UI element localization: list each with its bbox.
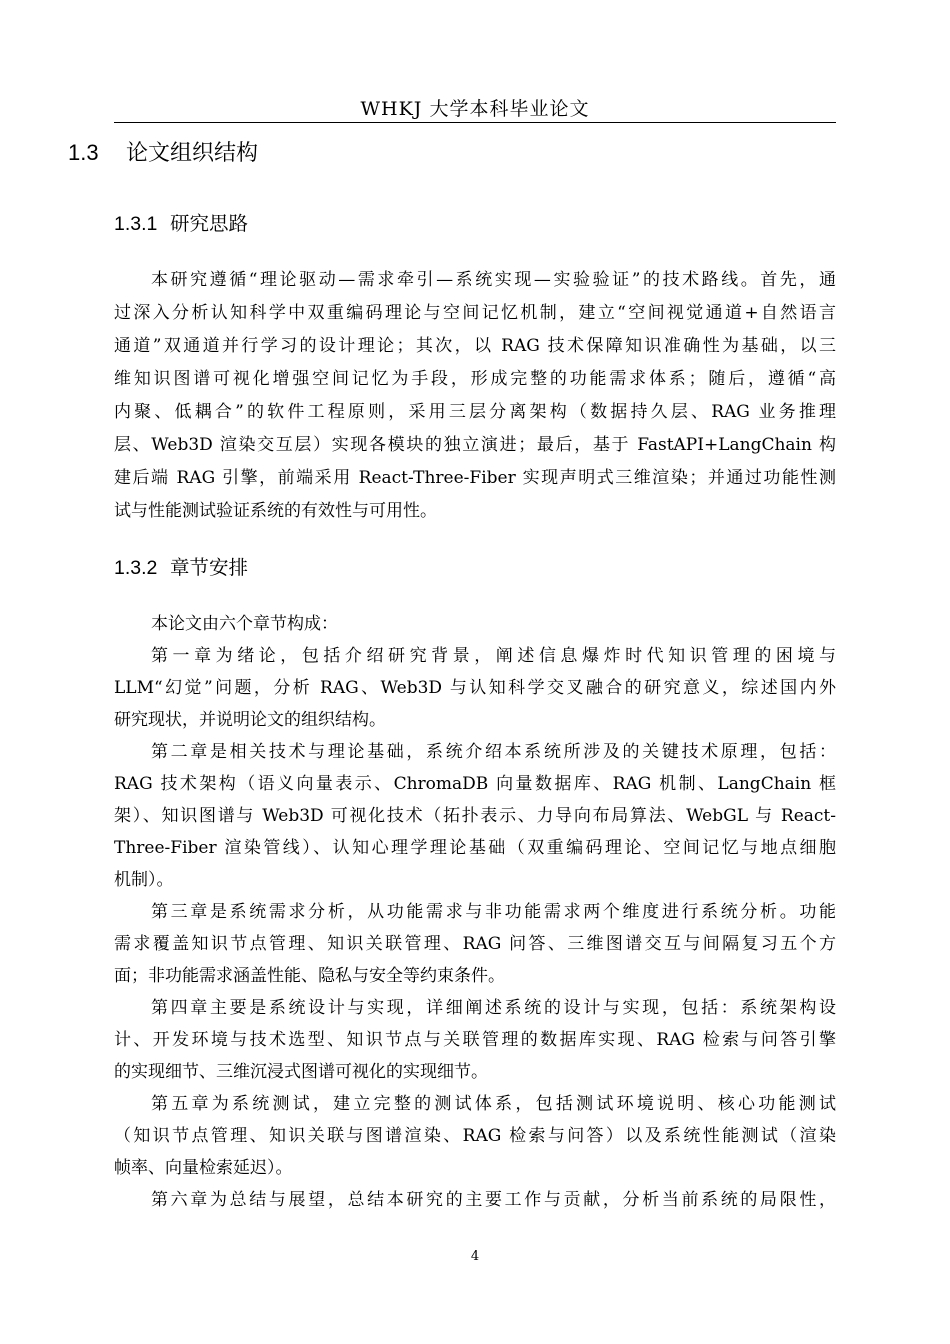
section-number: 1.3 — [68, 140, 99, 165]
paragraph-line: 架）、知识图谱与 Web3D 可视化技术（拓扑表示、力导向布局算法、WebGL 与 React- — [114, 806, 836, 826]
paragraph-line: （知识节点管理、知识关联与图谱渲染、RAG 检索与问答）以及系统性能测试（渲染 — [114, 1126, 836, 1146]
paragraph-line: 第三章是系统需求分析，从功能需求与非功能需求两个维度进行系统分析。功能 — [151, 902, 836, 922]
paragraph-line: 第六章为总结与展望，总结本研究的主要工作与贡献，分析当前系统的局限性， — [151, 1190, 836, 1210]
paragraph-line: 维知识图谱可视化增强空间记忆为手段，形成完整的功能需求体系；随后，遵循“高 — [114, 369, 836, 389]
paragraph-line: RAG 技术架构（语义向量表示、ChromaDB 向量数据库、RAG 机制、LangChain 框 — [114, 774, 836, 794]
paragraph-line: 过深入分析认知科学中双重编码理论与空间记忆机制，建立“空间视觉通道+自然语言 — [114, 303, 836, 323]
subsection-number: 1.3.2 — [114, 557, 158, 579]
paragraph-line: 建后端 RAG 引擎，前端采用 React-Three-Fiber 实现声明式三维渲染；并通过功能性测 — [114, 468, 836, 488]
paragraph-line: 第一章为绪论，包括介绍研究背景，阐述信息爆炸时代知识管理的困境与 — [151, 646, 836, 666]
paragraph-line: 的实现细节、三维沉浸式图谱可视化的实现细节。 — [114, 1062, 488, 1082]
section-heading — [68, 136, 258, 167]
paragraph-line: 机制）。 — [114, 870, 174, 890]
page-header: WHKJ 大学本科毕业论文 — [360, 98, 590, 120]
subsection-heading-2 — [114, 552, 248, 580]
paragraph-line: 内聚、低耦合”的软件工程原则，采用三层分离架构（数据持久层、RAG 业务推理 — [114, 402, 836, 422]
paragraph-line: 层、Web3D 渲染交互层）实现各模块的独立演进；最后，基于 FastAPI+LangChain 构 — [114, 435, 836, 455]
subsection-title: 章节安排 — [170, 556, 249, 579]
paragraph-line: Three-Fiber 渲染管线）、认知心理学理论基础（双重编码理论、空间记忆与地点细胞 — [114, 838, 836, 858]
paragraph-line: 第四章主要是系统设计与实现，详细阐述系统的设计与实现，包括：系统架构设 — [151, 998, 836, 1018]
paragraph-line: 通道”双通道并行学习的设计理论；其次，以 RAG 技术保障知识准确性为基础，以三 — [114, 336, 836, 356]
header-rule — [114, 122, 836, 123]
paragraph-line: 计、开发环境与技术选型、知识节点与关联管理的数据库实现、RAG 检索与问答引擎 — [114, 1030, 836, 1050]
section-title: 论文组织结构 — [126, 141, 259, 166]
paragraph-line: 研究现状，并说明论文的组织结构。 — [114, 710, 386, 730]
paragraph-line: 需求覆盖知识节点管理、知识关联管理、RAG 问答、三维图谱交互与间隔复习五个方 — [114, 934, 836, 954]
page-number: 4 — [470, 1249, 480, 1264]
paragraph-line: 本研究遵循“理论驱动—需求牵引—系统实现—实验验证”的技术路线。首先，通 — [151, 270, 836, 290]
paragraph-line: LLM“幻觉”问题，分析 RAG、Web3D 与认知科学交叉融合的研究意义，综述国内外 — [114, 678, 836, 698]
paragraph-line: 帧率、向量检索延迟）。 — [114, 1158, 293, 1178]
subsection-title: 研究思路 — [170, 212, 249, 235]
subsection-number: 1.3.1 — [114, 213, 158, 235]
paragraph-line: 本论文由六个章节构成： — [151, 614, 338, 634]
subsection-heading-1 — [114, 208, 248, 236]
paragraph-line: 第五章为系统测试，建立完整的测试体系，包括测试环境说明、核心功能测试 — [151, 1094, 836, 1114]
paragraph-line: 试与性能测试验证系统的有效性与可用性。 — [114, 501, 437, 521]
paragraph-line: 面；非功能需求涵盖性能、隐私与安全等约束条件。 — [114, 966, 505, 986]
paragraph-line: 第二章是相关技术与理论基础，系统介绍本系统所涉及的关键技术原理，包括： — [151, 742, 836, 762]
